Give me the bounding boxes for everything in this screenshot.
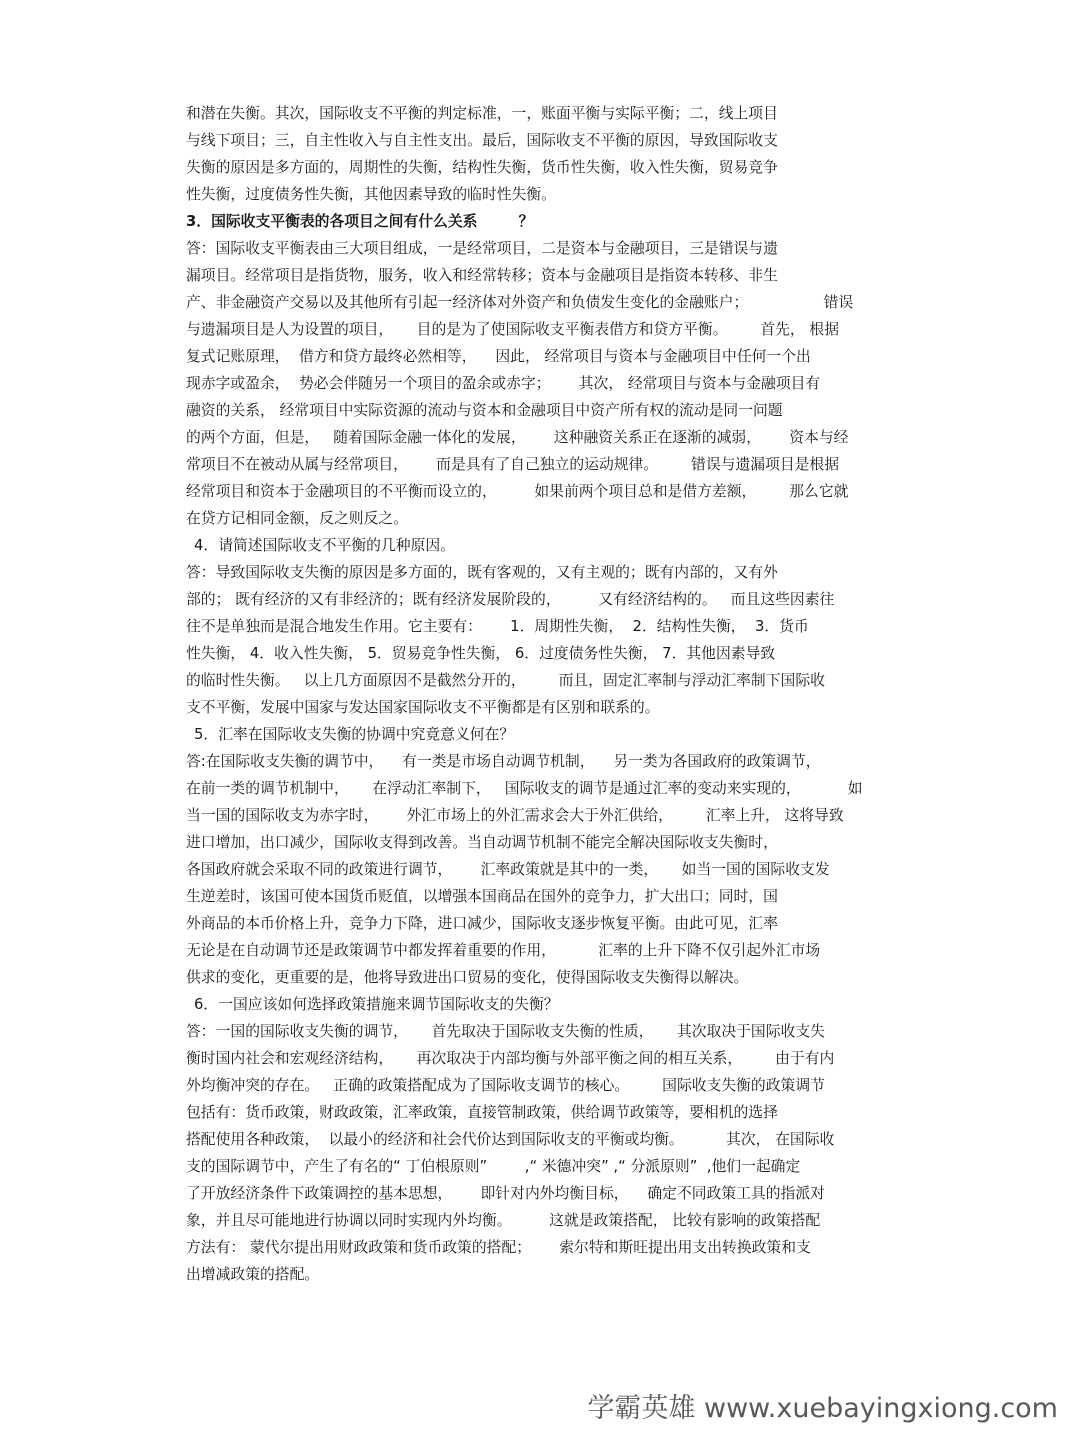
text-line: 失衡的原因是多方面的，周期性的失衡，结构性失衡，货币性失衡，收入性失衡，贸易竞争 [186,159,778,176]
text-line: 和潜在失衡。其次，国际收支不平衡的判定标准，一，账面平衡与实际平衡；二，线上项目 [186,105,778,122]
question-heading: 6．一国应该如何选择政策措施来调节国际收支的失衡？ [194,996,559,1013]
text-line: 的临时性失衡。 以上几方面原因不是截然分开的， 而且，固定汇率制与浮动汇率制下国际收 [186,672,825,689]
text-line: 供求的变化，更重要的是，他将导致进出口贸易的变化，使得国际收支失衡得以解决。 [186,969,749,986]
text-line: 与线下项目；三，自主性收入与自主性支出。最后，国际收支不平衡的原因，导致国际收支 [186,132,778,149]
text-line: 产、非金融资产交易以及其他所有引起一经济体对外资产和负债发生变化的金融账户； 错误 [186,294,854,311]
text-line: 答:在国际收支失衡的调节中， 有一类是市场自动调节机制， 另一类为各国政府的政策调节， [186,753,821,770]
text-line: 答：国际收支平衡表由三大项目组成，一是经常项目，二是资本与金融项目，三是错误与遗 [186,240,778,257]
text-line: 性失衡，过度债务性失衡，其他因素导致的临时性失衡。 [186,186,556,203]
text-line: 部的； 既有经济的又有非经济的；既有经济发展阶段的， 又有经济结构的。 而且这些因素往 [186,591,835,608]
text-line: 了开放经济条件下政策调控的基本思想， 即针对内外均衡目标， 确定不同政策工具的指派对 [186,1185,825,1202]
text-line: 方法有： 蒙代尔提出用财政政策和货币政策的搭配； 索尔特和斯旺提出用支出转换政策和支 [186,1239,811,1256]
text-line: 的两个方面，但是， 随着国际金融一体化的发展， 这种融资关系正在逐渐的减弱， 资本与经 [186,429,849,446]
text-line: 融资的关系， 经常项目中实际资源的流动与资本和金融项目中资产所有权的流动是同一问题 [186,402,783,419]
text-line: 常项目不在被动从属与经常项目， 而是具有了自己独立的运动规律。 错误与遗漏项目是根据 [186,456,840,473]
text-line: 漏项目。经常项目是指货物，服务，收入和经常转移；资本与金融项目是指资本转移、非生 [186,267,778,284]
text-line: 外均衡冲突的存在。 正确的政策搭配成为了国际收支调节的核心。 国际收支失衡的政策调节 [186,1077,825,1094]
text-line: 生逆差时，该国可使本国货币贬值，以增强本国商品在国外的竞争力，扩大出口；同时，国 [186,888,778,905]
text-line: 衡时国内社会和宏观经济结构， 再次取决于内部均衡与外部平衡之间的相互关系， 由于有内 [186,1050,835,1067]
text-line: 搭配使用各种政策， 以最小的经济和社会代价达到国际收支的平衡或均衡。 其次， 在国际收 [186,1131,835,1148]
text-line: 在前一类的调节机制中， 在浮动汇率制下， 国际收支的调节是通过汇率的变动来实现的， 如 [186,780,863,797]
question-heading: 3．国际收支平衡表的各项目之间有什么关系 ？ [186,213,534,230]
text-line: 往不是单独而是混合地发生作用。它主要有： 1．周期性失衡， 2．结构性失衡， 3．货币 [186,618,809,635]
text-line: 现赤字或盈余， 势必会伴随另一个项目的盈余或赤字； 其次， 经常项目与资本与金融项目有 [186,375,821,392]
text-line: 与遗漏项目是人为设置的项目， 目的是为了使国际收支平衡表借方和贷方平衡。 首先， 根据 [186,321,840,338]
text-line: 包括有：货币政策，财政政策，汇率政策，直接管制政策，供给调节政策等，要相机的选择 [186,1104,778,1121]
text-line: 性失衡， 4．收入性失衡， 5．贸易竞争性失衡， 6．过度债务性失衡， 7．其他因素导致 [186,645,776,662]
site-watermark: 学霸英雄 www.xuebayingxiong.com [587,1393,1058,1424]
text-line: 各国政府就会采取不同的政策进行调节， 汇率政策就是其中的一类， 如当一国的国际收支发 [186,861,830,878]
text-line: 复式记账原理， 借方和贷方最终必然相等， 因此， 经常项目与资本与金融项目中任何一个出 [186,348,811,365]
text-line: 出增减政策的搭配。 [186,1266,320,1283]
text-line: 在贷方记相同金额，反之则反之。 [186,510,408,527]
text-line: 答：一国的国际收支失衡的调节， 首先取决于国际收支失衡的性质， 其次取决于国际收支失 [186,1023,825,1040]
text-line: 进口增加，出口减少，国际收支得到改善。当自动调节机制不能完全解决国际收支失衡时， [186,834,778,851]
text-line: 无论是在自动调节还是政策调节中都发挥着重要的作用， 汇率的上升下降不仅引起外汇市场 [186,942,821,959]
text-line: 外商品的本币价格上升，竞争力下降，进口减少，国际收支逐步恢复平衡。由此可见，汇率 [186,915,778,932]
text-line: 经常项目和资本于金融项目的不平衡而设立的， 如果前两个项目总和是借方差额， 那么它就 [186,483,849,500]
text-line: 当一国的国际收支为赤字时， 外汇市场上的外汇需求会大于外汇供给， 汇率上升， 这将导致 [186,807,844,824]
text-line: 答：导致国际收支失衡的原因是多方面的，既有客观的，又有主观的；既有内部的，又有外 [186,564,778,581]
text-line: 象，并且尽可能地进行协调以同时实现内外均衡。 这就是政策搭配， 比较有影响的政策搭配 [186,1212,821,1229]
question-heading: 5．汇率在国际收支失衡的协调中究竟意义何在？ [194,726,515,743]
text-line: 支的国际调节中，产生了有名的“ 丁伯根原则” ,“ 米德冲突” ,“ 分派原则” ,他们一起确定 [186,1158,801,1175]
text-line: 支不平衡，发展中国家与发达国家国际收支不平衡都是有区别和联系的。 [186,699,660,716]
question-heading: 4．请简述国际收支不平衡的几种原因。 [194,537,455,554]
